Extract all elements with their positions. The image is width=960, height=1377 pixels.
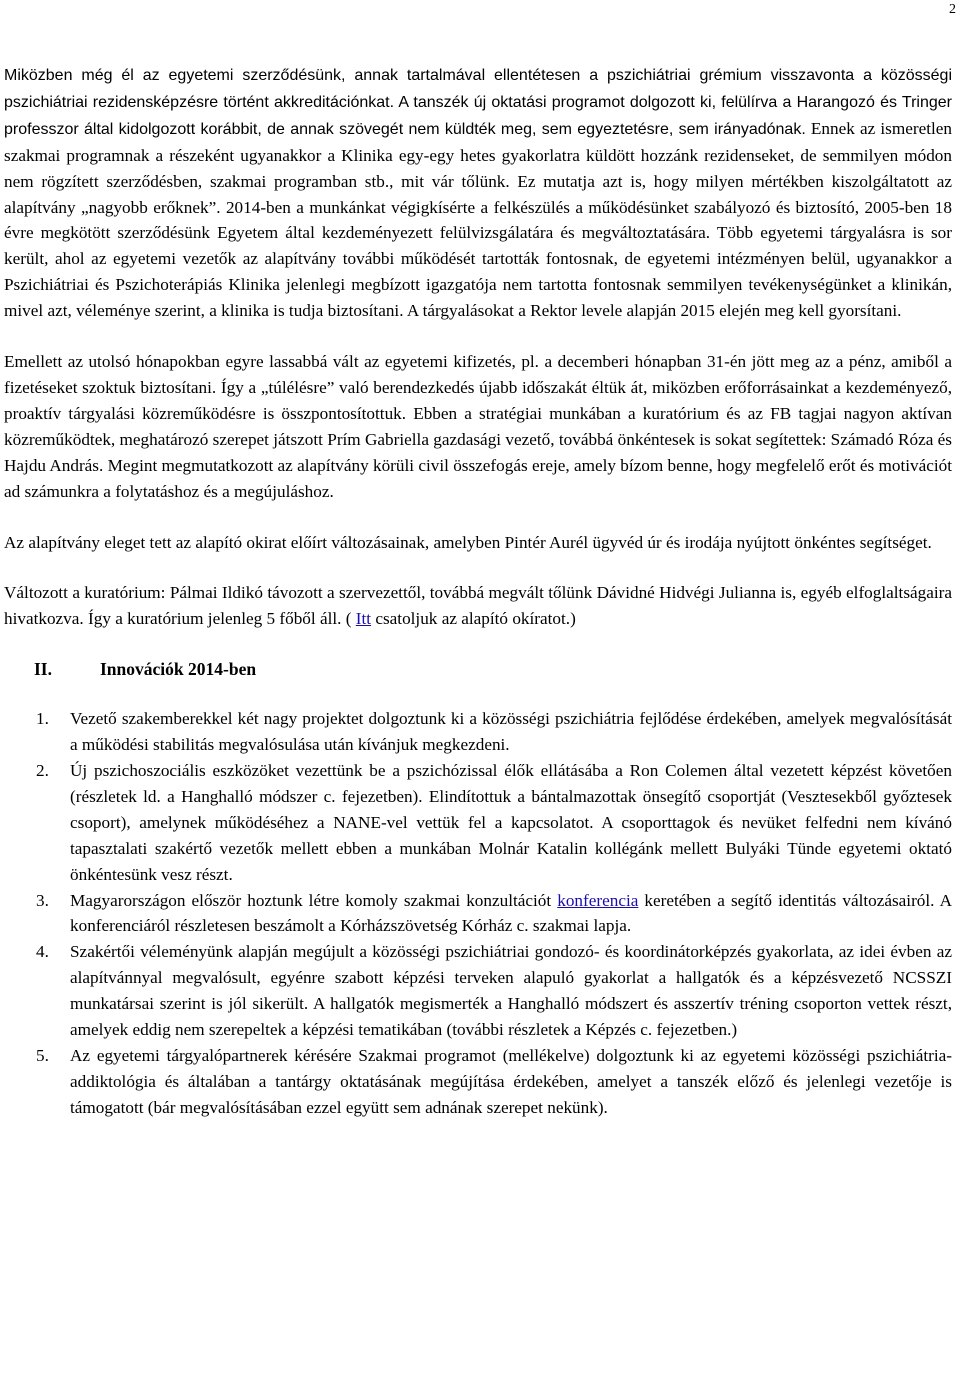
- list-item: [4, 706, 952, 758]
- section-number: II.: [34, 659, 52, 680]
- list-item-number: 4.: [36, 942, 49, 962]
- list-item-number: 5.: [36, 1046, 49, 1065]
- list-item-text: Új pszichoszociális eszközöket vezettünk be a pszichózissal élők ellátásába a Ron Colemen által vezetett képzést követően (részletek ld. a Hanghalló módszer c. fejezetben). Elindítottuk a bántalmazottak önsegítő csoportját (Vesztesekből győztesek csoport), amelynek működéséhez a NANE-vel vettük fel a kapcsolatot. A csoporttagok és nevüket felfedni nem kívánó tapasztalati szakértő vezetők mellett ebben a munkában Molnár Katalin kollégánk mellett Bulyáki Tünde egyetemi oktató önkéntesünk vesz részt.: [70, 761, 952, 884]
- list-item: [4, 1043, 952, 1121]
- paragraph-board: [4, 580, 952, 632]
- list-item-text: Az egyetemi tárgyalópartnerek kérésére Szakmai programot (mellékelve) dolgoztunk ki az egyetemi közösségi pszichiátria-addiktológia és általában a tantárgy oktatásának megújítása érdekében, amelyet a tanszék előző és jelenlegi vezetője is támogatott (bár megvalósításában ezzel együtt sem adnának szerepet nekünk).: [70, 1046, 952, 1117]
- paragraph-agreement-residents: Ennek az ismeretlen szakmai programnak a részeként ugyanakkor a Klinika egy-egy hetes gyakorlatra küldött hozzánk rezidenseket, de semmilyen módon nem rögzített szerződésben, szakmai programban stb., mit vár tőlünk. Ez mutatja azt is, hogy milyen mértékben kiszolgáltatott az alapítvány „nagyobb erőknek”.: [4, 118, 952, 217]
- innovation-list: [4, 706, 952, 1121]
- paragraph-board-text: Változott a kuratórium: Pálmai Ildikó távozott a szervezettől, továbbá megvált tőlünk Dávidné Hidvégi Julianna is, egyéb elfoglaltságaira hivatkozva. Így a kuratórium jelenleg 5 főből áll. (: [4, 583, 952, 629]
- paragraph-agreement-intro: Miközben még él az egyetemi szerződésünk, annak tartalmával ellentétesen a pszichiátriai grémium visszavonta a közösségi pszichiátriai rezidensképzésre történt akkreditációnkat. A tanszék új oktatási programot dolgozott ki, felülírva a Harangozó és Tringer professzor által kidolgozott korábbit, de annak szövegét nem küldték meg, sem egyeztetésre, sem irányadónak.: [4, 67, 952, 138]
- list-item-number: 3.: [36, 890, 49, 910]
- list-item: [4, 758, 952, 888]
- list-item-text: [70, 888, 952, 940]
- list-item-text: Szakértői véleményünk alapján megújult a közösségi pszichiátriai gondozó- és koordinátorképzés gyakorlata, az idei évben az alapítvánnyal megvalósult, egyénre szabott képzési terveken alapuló gyakorlat a hallgatók és a képzésvezető NCSSZI munkatársai szerint is jól sikerült. A hallgatók megismerték a Hanghalló módszert és asszertív tréning csoporton vettek részt, amelyek eddig nem szerepeltek a képzési tematikában (további részletek a Képzés c. fejezetben.): [70, 942, 952, 1040]
- list-item-text: Vezető szakemberekkel két nagy projektet dolgoztunk ki a közösségi pszichiátria fejlődése érdekében, amelyek megvalósítását a működési stabilitás megvalósulása után kívánjuk megkezdeni.: [70, 709, 952, 755]
- list-item-text-end: keretében a segítő identitás változásairól. A konferenciáról részletesen beszámolt a Kórházszövetség Kórház c. szakmai lapja.: [70, 890, 952, 936]
- list-item: [4, 939, 952, 1043]
- page-number: 2: [949, 2, 956, 17]
- conference-link[interactable]: konferencia: [557, 890, 639, 910]
- section-title: Innovációk 2014-ben: [100, 659, 257, 680]
- list-item-text-start: Magyarországon először hoztunk létre komoly szakmai konzultációt: [70, 890, 558, 910]
- list-item-number: 1.: [36, 709, 49, 729]
- paragraph-payments-volunteers: Ebben a stratégiai munkában a kuratórium és az FB tagjai nagyon aktívan közreműködtek, meghatározó szerepet játszott Prím Gabriella gazdasági vezető, továbbá önkéntesek is sokat segítettek: Számadó Róza és Hajdu András.: [4, 403, 952, 475]
- paragraph-board-text-end: csatoljuk az alapító okíratot.): [371, 609, 576, 629]
- paragraph-agreement: [4, 62, 952, 324]
- list-item: [4, 888, 952, 940]
- paragraph-deed: Az alapítvány eleget tett az alapító okirat előírt változásainak, amelyben Pintér Aurél ügyvéd úr és irodája nyújtott önkéntes segítséget.: [4, 532, 932, 552]
- page-content: [4, 62, 952, 1121]
- section-heading: [4, 656, 952, 682]
- paragraph-agreement-negotiations: 2014-ben a munkánkat végigkísérte a felkészülés a működésünket szabályozó és biztosító, 2005-ben 18 évre megkötött szerződésünk Egyetem által kezdeményezett felülvizsgálatára és megváltoztatására. Több egyetemi tárgyalásra is sor került, ahol az egyetemi vezetők az alapítvány további működését tartották fontosnak, de egyetemi intézményen belül, ugyanakkor a Pszichiátriai és Pszichoterápiás Klinika jelenlegi megbízott igazgatója nem tartotta fontosnak semmilyen tevékenységünket a klinikán, mivel azt, véleménye szerint, a klinika is tudja biztosítani. A tárgyalásokat a Rektor levele alapján 2015 elején meg kell gyorsítani.: [4, 197, 952, 321]
- paragraph-payments-intro: Emellett az utolsó hónapokban egyre lassabbá vált az egyetemi kifizetés, pl. a decemberi hónapban 31-én jött meg az a pénz, amiből a fizetéseket szoktuk biztosítani. Így a „túlélésre” való berendezkedés újabb időszakát éltük át, miközben erőforrásainkat a kezdeményező, proaktív tárgyalási közreműködésre is összpontosítottuk.: [4, 352, 952, 423]
- list-item-number: 2.: [36, 761, 49, 781]
- deed-link[interactable]: Itt: [355, 609, 372, 629]
- paragraph-payments: [4, 349, 952, 504]
- paragraph-payments-closing: Megint megmutatkozott az alapítvány körüli civil összefogás ereje, amely bízom benne, hogy megfelelő erőt és motivációt ad számunkra a folytatáshoz és a megújuláshoz.: [4, 455, 952, 501]
